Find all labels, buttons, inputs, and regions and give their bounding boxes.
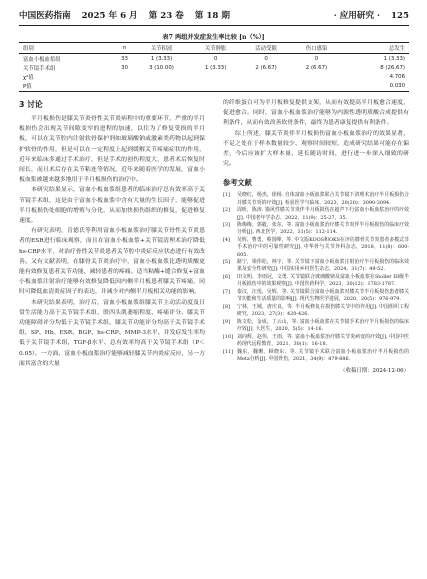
page-number: 125 xyxy=(391,11,409,21)
page-header xyxy=(19,9,409,25)
volume: 第 23 卷 xyxy=(148,11,184,21)
table-header-cell: 活动受限 xyxy=(241,43,291,54)
reference-number: [9] xyxy=(223,318,230,325)
reference-number: [10] xyxy=(223,333,234,340)
body-paragraph: 的纤维蛋白可为半月板修复提供支架，从而有效提高半月板愈合速度，促进愈合。同时，富血小板血浆治疗能够为内源性透明质酸合成提供有利条件，从而有效改善软骨条件，最终为患者康复提供有利条件。 xyxy=(223,100,409,127)
reference-item xyxy=(223,304,409,318)
reference-item xyxy=(223,319,409,333)
header-rule xyxy=(19,25,409,26)
reference-text: 路宁，梁伟松，林宇，等. 关节镜下富血小板血浆注射治疗半月板损伤的临床效果及安全性研究[J]. 中国实用乡村医生杂志，2024，31(7)：49-52. xyxy=(237,259,409,273)
table-cell: 30 xyxy=(121,64,128,71)
table-cell xyxy=(190,82,240,92)
reference-number: [8] xyxy=(223,303,230,310)
reference-number: [7] xyxy=(223,289,230,296)
issue: 第 18 期 xyxy=(194,11,230,21)
table-header-cell: 关节积液 xyxy=(133,43,191,54)
table-cell: 富血小板血浆组 xyxy=(23,56,61,63)
reference-text: 刘向辉，赵伟，王雨，等. 富血小板血浆治疗膝关节炎病变的疗效[J]. 中国中医药现代远程教育，2021，30(1)：16-18. xyxy=(237,333,409,347)
reference-item xyxy=(223,192,409,206)
table-cell xyxy=(117,82,133,92)
reference-number: [11] xyxy=(223,348,234,355)
reference-item xyxy=(223,222,409,236)
table-header-cell: 组别 xyxy=(19,43,117,54)
reference-text: 泰汉，汪莲，吴辉，等. 关节镜联合富血小板血浆对膝关节半月板损伤患者膝关节功能和生活质量的影响[J]. 现代生物医学进展，2020，20(5)：976-979. xyxy=(237,289,409,303)
reference-text: 田文明，李雨冠，文勇. 关节镜联合玻璃酸钠及富血小板血浆在Stoller III级半月板损伤中的效果观察[J]. 中国医药科学，2023，30(12)：1783-1787. xyxy=(237,274,409,288)
table-cell: χ²值 xyxy=(23,74,34,81)
table-cell xyxy=(190,72,240,81)
reference-item xyxy=(223,334,409,348)
reference-text: 陈文松，金成，丁云山，等. 富血小板血浆在关节镜手术治疗半月板损伤的临床疗效[J]. 大医生，2020，5(5)：14-16. xyxy=(237,318,409,333)
table-cell: 关节镜手术组 xyxy=(23,65,56,72)
table-cell: 3 (10.00) xyxy=(149,64,174,71)
table-cell: 4.706 xyxy=(389,73,405,80)
table-header-cell: 总发生 xyxy=(342,43,409,54)
table-cell xyxy=(133,72,191,81)
table-cell: 33 xyxy=(121,55,128,62)
table-cell xyxy=(291,72,341,81)
table-cell xyxy=(117,72,133,81)
table-cell xyxy=(241,82,291,92)
reference-item xyxy=(223,237,409,259)
table-cell: 0 xyxy=(264,55,268,62)
right-column xyxy=(223,98,409,376)
table-row xyxy=(19,63,409,72)
body-paragraph: 综上所述，膝关节炎伴半月板损伤富血小板血浆治疗的效果显著，不足之处在于样本数量较少、观察时间较短，造成研究结果可能存在偏差，今后应该扩大样本量、延长随访时间，进行进一步深入细致的研究。 xyxy=(223,130,409,168)
table-cell: 1 (3.33) xyxy=(383,55,405,62)
reference-text: 宁林，王城，唐庆良，等. 半月板修复在损伤膝关节中的作用[J]. 中国组织工程研究，2023，27(3)：420-426. xyxy=(237,303,409,318)
section-title: 3 讨论 xyxy=(19,100,43,109)
table-header-cell: 关节肿胀 xyxy=(190,43,240,54)
reference-text: 吴辉，曹勇，蔡国峰，等. 中文版KOOS和OKS在评估膝骨关节炎患者多模式非手术治疗中的可靠性研究[J]. 中华骨与关节外科杂志，2018，11(8)：600-605. xyxy=(237,237,409,258)
table-cell: 2 (6.67) xyxy=(305,64,328,71)
table-cell xyxy=(241,72,291,81)
reference-number: [3] xyxy=(223,222,230,229)
table-cell: 1 (3.33) xyxy=(204,64,227,71)
table-header-cell: 伤口感染 xyxy=(291,43,341,54)
journal-info xyxy=(19,9,238,21)
reference-number: [1] xyxy=(223,192,230,199)
table-cell: 2 (6.67) xyxy=(255,64,277,71)
reference-text: 陈梅梅，郭毅，张东，等. 富血小板血浆治疗膝关节炎伴半月板损伤的临床疗效分析[J]. 西北医学，2022，31(5)：112-114. xyxy=(237,222,409,236)
reference-text: 吴晓红，杨杰，徐杨. 自体富血小板血浆联合关节镜下清理术治疗半月板损伤合并膝关节炎的疗效[J]. 检验医学与临床，2023，20(20)：3090-3094. xyxy=(237,192,409,206)
journal-name: 中国医药指南 xyxy=(19,11,71,21)
issue-date: 2025 年 6 月 xyxy=(81,11,138,21)
complication-table xyxy=(19,42,409,92)
reference-text: 周昕，陈涛. 锚风性膝关节炎伴半月板损伤在超声下行富血小板血浆治疗的疗效[J]. 中国老年学杂志，2022，11(9)：25-27，35. xyxy=(237,207,409,221)
reference-number: [5] xyxy=(223,259,230,266)
body-paragraph: 半月板损伤是膝关节炎骨性关节炎病程中的重要环节，严重的半月板损伤会出现关节间隙变窄的进程的加速，以往为了修复受损的半月板，可以在关节腔内注射软骨保护剂如玻璃酸钠或激素类药物以起到保护软骨的作用，但是可以在一定程度上起到缓解关节疼痛症状的作用，近年来临床多通过手术治疗，但是手术的创伤程度大，患者术后恢复时间长，而且术后存在关节粘连等情况，近年来随着医学的发展，富血小板血浆被越来越多地用于半月板损伤的治疗中。 xyxy=(19,116,205,184)
reference-number: [2] xyxy=(223,207,230,214)
references-title: 参考文献 xyxy=(223,178,252,188)
reference-item xyxy=(223,349,409,363)
reference-item xyxy=(223,289,409,303)
table-row xyxy=(19,82,409,92)
reference-text: 魏东，魏珊，顾晓东，等. 关节镜手术联合富血小板血浆治疗半月板损伤的Meta分析[J]. 中国骨伤，2021，34(9)：879-886. xyxy=(237,348,409,362)
reference-number: [6] xyxy=(223,274,230,281)
reference-list xyxy=(223,192,409,363)
table-cell: 0.030 xyxy=(342,82,409,92)
table-cell: 1 (3.33) xyxy=(150,55,173,62)
table-cell xyxy=(133,82,191,92)
table-cell: 0 xyxy=(213,55,218,62)
table-cell: 8 (26.67) xyxy=(380,64,405,71)
body-paragraph: 有研究表明，肯德氏等利用富血小板血浆治疗膝关节骨性关节炎患者的ESR进行临床观察，而且在富血小板血浆+关节镜清理术治疗降低hs-CRP水平，对治疗骨性关节炎患者关节腔中炎症反应状态进行有效改善。又有文献表明，在膝骨关节炎治疗中，富血小板血浆比透明质酸更能有效修复患者关节功能，减轻患者的疼痛。适当粘酶+缝合修复+富血小板血浆注射治疗能够有效修复降低因内侧半月板患者膝关节疼痛，同时可降低血清炎症因子的表达，并减少对内侧半月板相关功能的影响。 xyxy=(19,228,205,296)
reference-item xyxy=(223,274,409,288)
reference-item xyxy=(223,207,409,221)
received-date: （收稿日期：2024-12-06） xyxy=(340,368,409,375)
table-cell: P值 xyxy=(19,82,117,92)
table-cell xyxy=(291,82,341,92)
reference-item xyxy=(223,259,409,273)
table-title: 表7 两组并发症发生率比较 [n（%）] xyxy=(162,34,265,41)
body-paragraph: 本研究结果显示，富血小板血浆组患者的临床治疗总有效率高于关节镜手术组，这是由于富血小板血浆中含有大量的生长因子，能够促进半月板损伤处细胞的增殖与分化，从而加快损伤组织的修复，促进修复速度。 xyxy=(19,187,205,225)
body-paragraph: 本研究结果表明，治疗后，富血小板血浆组膝关节主动活动度及日常生活能力高于关节镜手术组，股四头肌萎缩程度、疼痛评分、膝关节功能障碍评分均低于关节镜手术组，膝关节功能评分均高于关节镜手术组，SP、Hb、ESR、BGP、hs-CRP、MMP-3水平、并发症发生率均低于关节镜手术组，TGF-β水平、总有效率均高于关节镜手术组（P＜0.05）。一方面，富血小板血浆治疗能够减轻膝关节内炎症反应，另一方面其富含的大量 xyxy=(19,299,205,367)
column-info xyxy=(326,9,409,21)
left-column xyxy=(19,98,205,369)
table-row xyxy=(19,54,409,64)
table-row xyxy=(19,72,409,81)
column-name: · 应用研究 · xyxy=(333,11,381,21)
table-cell: 0 xyxy=(314,55,319,62)
reference-number: [4] xyxy=(223,237,230,244)
table-header-row xyxy=(19,43,409,54)
table-header-cell: n xyxy=(117,43,133,54)
